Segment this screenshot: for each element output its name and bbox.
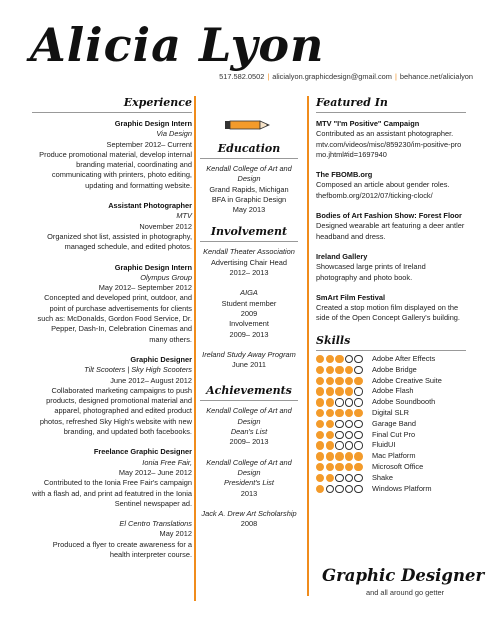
skill-label: Adobe After Effects: [372, 354, 436, 363]
experience-section: [32, 96, 192, 570]
experience-org: Via Design: [156, 129, 192, 139]
empty-dot-icon: [335, 474, 343, 482]
achievement-org: Kendall College of Art and Design: [206, 457, 292, 477]
filled-dot-icon: [326, 398, 334, 406]
contact-email[interactable]: alicialyon.graphicdesign@gmail.com: [272, 72, 392, 81]
achievement-date: 2009– 2013: [229, 437, 269, 447]
skill-label: Shake: [372, 472, 393, 482]
empty-dot-icon: [345, 355, 353, 363]
experience-title: Graphic Design Intern: [114, 119, 192, 128]
experience-title: Graphic Design Intern: [114, 262, 192, 272]
skill-label: FluidUI: [372, 440, 396, 450]
footer-tagline: and all around go getter: [366, 588, 445, 597]
skills-list: [316, 354, 466, 494]
experience-desc: Produce promotional material, develop internal branding material, coordinating and communicating with printers, photo editing, updating and formatting website.: [39, 149, 192, 190]
resume-name: Alicia Lyon: [30, 18, 325, 72]
involvement-entry: [196, 288, 302, 339]
education-degree: BFA in Graphic Design: [211, 194, 287, 204]
empty-dot-icon: [354, 474, 362, 482]
empty-dot-icon: [354, 387, 362, 395]
experience-dates: May 2012: [159, 529, 192, 539]
filled-dot-icon: [345, 377, 353, 385]
featured-desc: Designed wearable art featuring a deer antler headband and dress.: [316, 221, 465, 241]
experience-entry: [32, 447, 192, 509]
involvement-heading: Involvement: [200, 225, 298, 242]
involvement-line: Student member: [221, 298, 277, 308]
skill-label: Final Cut Pro: [372, 429, 416, 439]
achievement-entry: [196, 509, 302, 530]
empty-dot-icon: [345, 441, 353, 449]
filled-dot-icon: [335, 387, 343, 395]
involvement-org: AIGA: [240, 288, 258, 298]
column-divider-right: [307, 96, 309, 596]
experience-heading: Experience: [32, 96, 192, 113]
featured-desc: Showcased large prints of Ireland photography and photo book.: [316, 262, 426, 282]
filled-dot-icon: [335, 366, 343, 374]
skill-label: Adobe Soundbooth: [372, 397, 436, 407]
skill-label: Adobe Creative Suite: [372, 375, 442, 385]
filled-dot-icon: [345, 452, 353, 460]
filled-dot-icon: [345, 387, 353, 395]
skill-row: [316, 483, 466, 494]
filled-dot-icon: [354, 463, 362, 471]
empty-dot-icon: [335, 398, 343, 406]
involvement-line: 2009: [240, 308, 258, 318]
empty-dot-icon: [345, 474, 353, 482]
filled-dot-icon: [316, 474, 324, 482]
empty-dot-icon: [345, 420, 353, 428]
empty-dot-icon: [335, 431, 343, 439]
middle-column: [196, 120, 302, 539]
featured-entry: [316, 119, 466, 160]
education-entry: [196, 164, 302, 215]
experience-desc: Collaborated marketing campaigns to push products, designed promotional material and apparel, photographed and edited product photos, refreshed Sky High's website with new branding, and updated both facebooks.: [39, 385, 192, 437]
skill-row: [316, 397, 466, 408]
empty-dot-icon: [354, 355, 362, 363]
featured-title: Bodies of Art Fashion Show: Forest Floor: [316, 211, 462, 221]
skill-row: [316, 365, 466, 376]
achievements-heading: Achievements: [200, 384, 298, 401]
filled-dot-icon: [354, 377, 362, 385]
filled-dot-icon: [316, 452, 324, 460]
filled-dot-icon: [326, 431, 334, 439]
featured-entry: [316, 293, 466, 324]
skill-rating: [316, 463, 372, 471]
skills-heading: Skills: [316, 334, 466, 351]
experience-desc: Concepted and developed print, outdoor, and point of purchase advertisements for clients such as: McDonalds, Gordon Food Service, Dr. Pepper, Dash-In, Celebration Cinemas and many others.: [37, 293, 192, 344]
experience-desc: Organized shot list, assisted in photography, managed schedule, and edited photos.: [47, 231, 192, 252]
skill-rating: [316, 377, 372, 385]
achievement-sub: Dean's List: [230, 427, 268, 437]
featured-link[interactable]: thefbomb.org/2012/07/ticking-clock/: [316, 190, 433, 200]
empty-dot-icon: [354, 398, 362, 406]
education-school: Kendall College of Art and Design: [206, 164, 292, 184]
filled-dot-icon: [316, 398, 324, 406]
skill-rating: [316, 441, 372, 449]
achievement-sub: President's List: [224, 478, 274, 488]
pencil-icon: [225, 120, 273, 130]
skill-label: Adobe Flash: [372, 386, 414, 396]
filled-dot-icon: [316, 441, 324, 449]
experience-entry: [32, 519, 192, 560]
involvement-entry: [196, 247, 302, 278]
experience-title: Assistant Photographer: [108, 201, 192, 211]
involvement-line: Advertising Chair Head: [211, 257, 287, 267]
contact-phone: 517.582.0502: [219, 72, 265, 81]
experience-org: MTV: [176, 211, 192, 221]
experience-desc: Contributed to the Ionia Free Fair's campaign with a flash ad, and print ad featutred in the Ionia Sentinel newspaper ad.: [32, 478, 192, 508]
experience-entry: [32, 119, 192, 191]
education-heading: Education: [200, 142, 298, 159]
filled-dot-icon: [316, 420, 324, 428]
skill-label: Digital SLR: [372, 407, 409, 417]
empty-dot-icon: [354, 441, 362, 449]
featured-entry: [316, 170, 466, 201]
empty-dot-icon: [335, 420, 343, 428]
filled-dot-icon: [354, 409, 362, 417]
experience-org: Ionia Free Fair,: [142, 457, 192, 467]
filled-dot-icon: [326, 441, 334, 449]
achievement-org: Kendall College of Art and Design: [206, 406, 292, 426]
featured-desc: Contributed as an assistant photographer.: [316, 129, 454, 139]
achievement-entry: [196, 406, 302, 447]
experience-title: Graphic Designer: [130, 354, 192, 364]
filled-dot-icon: [316, 409, 324, 417]
achievements-list: [196, 406, 302, 529]
skill-row: [316, 451, 466, 462]
empty-dot-icon: [345, 485, 353, 493]
featured-entry: [316, 211, 466, 242]
empty-dot-icon: [354, 366, 362, 374]
experience-entry: [32, 355, 192, 437]
skill-row: [316, 419, 466, 430]
involvement-org: Ireland Study Away Program: [202, 349, 296, 359]
skill-label: Windows Platform: [372, 483, 432, 493]
involvement-line: 2009– 2013: [229, 329, 269, 339]
filled-dot-icon: [335, 409, 343, 417]
skill-row: [316, 386, 466, 397]
filled-dot-icon: [316, 366, 324, 374]
achievement-date: 2013: [240, 488, 258, 498]
filled-dot-icon: [326, 377, 334, 385]
filled-dot-icon: [326, 409, 334, 417]
featured-title: The FBOMB.org: [316, 170, 373, 180]
experience-org: El Centro Translations: [119, 519, 192, 529]
skill-row: [316, 429, 466, 440]
filled-dot-icon: [335, 377, 343, 385]
skill-row: [316, 462, 466, 473]
achievement-org: Jack A. Drew Art Scholarship: [201, 508, 297, 518]
empty-dot-icon: [354, 485, 362, 493]
filled-dot-icon: [326, 452, 334, 460]
empty-dot-icon: [335, 485, 343, 493]
involvement-line: June 2011: [232, 360, 266, 370]
filled-dot-icon: [326, 387, 334, 395]
involvement-entry: [196, 350, 302, 371]
skill-row: [316, 375, 466, 386]
experience-list: [32, 119, 192, 560]
filled-dot-icon: [326, 366, 334, 374]
filled-dot-icon: [316, 431, 324, 439]
education-date: May 2013: [232, 205, 266, 215]
skill-rating: [316, 420, 372, 428]
filled-dot-icon: [326, 463, 334, 471]
filled-dot-icon: [316, 485, 324, 493]
empty-dot-icon: [345, 431, 353, 439]
involvement-org: Kendall Theater Association: [203, 247, 295, 257]
involvement-line: 2012– 2013: [229, 268, 269, 278]
empty-dot-icon: [354, 420, 362, 428]
experience-entry: [32, 201, 192, 252]
featured-title: SmArt Film Festival: [316, 292, 385, 302]
skill-label: Adobe Bridge: [372, 364, 417, 374]
experience-title: Freelance Graphic Designer: [93, 447, 192, 457]
experience-dates: May 2012– June 2012: [118, 467, 192, 477]
footer-title: Graphic Designer: [322, 566, 485, 585]
achievement-entry: [196, 458, 302, 499]
involvement-list: [196, 247, 302, 370]
experience-dates: September 2012– Current: [106, 139, 192, 149]
contact-website[interactable]: behance.net/alicialyon: [399, 72, 473, 81]
skill-rating: [316, 485, 372, 493]
filled-dot-icon: [345, 366, 353, 374]
skill-label: Garage Band: [372, 418, 416, 428]
skill-rating: [316, 366, 372, 374]
skill-rating: [316, 452, 372, 460]
empty-dot-icon: [326, 485, 334, 493]
experience-dates: May 2012– September 2012: [98, 283, 192, 293]
filled-dot-icon: [345, 409, 353, 417]
featured-title: Ireland Gallery: [316, 251, 368, 261]
filled-dot-icon: [326, 420, 334, 428]
featured-link[interactable]: mtv.com/videos/misc/859230/im-positive-promo.jhtml#id=1697940: [316, 139, 462, 159]
filled-dot-icon: [316, 387, 324, 395]
contact-line: [219, 72, 473, 81]
skill-row: [316, 440, 466, 451]
skill-label: Mac Platform: [372, 451, 416, 461]
featured-desc: Composed an article about gender roles.: [316, 180, 450, 190]
skill-row: [316, 473, 466, 484]
education-city: Grand Rapids, Michigan: [209, 184, 289, 194]
experience-entry: [32, 263, 192, 345]
skill-label: Microsoft Office: [372, 461, 424, 471]
experience-org: Olympus Group: [140, 272, 192, 282]
featured-desc: Created a stop motion film displayed on the side of the Open Concept Gallery's building.: [316, 303, 460, 323]
empty-dot-icon: [354, 431, 362, 439]
skill-row: [316, 408, 466, 419]
featured-entry: [316, 252, 466, 283]
featured-heading: Featured In: [316, 96, 466, 113]
filled-dot-icon: [326, 474, 334, 482]
experience-dates: June 2012– August 2012: [110, 375, 192, 385]
featured-title: MTV "I'm Positive" Campaign: [316, 119, 420, 128]
filled-dot-icon: [345, 463, 353, 471]
skill-rating: [316, 474, 372, 482]
contact-separator: |: [394, 72, 397, 81]
empty-dot-icon: [345, 398, 353, 406]
featured-list: [316, 119, 466, 324]
empty-dot-icon: [335, 441, 343, 449]
filled-dot-icon: [335, 452, 343, 460]
filled-dot-icon: [354, 452, 362, 460]
skill-rating: [316, 409, 372, 417]
contact-separator: |: [267, 72, 270, 81]
skill-rating: [316, 387, 372, 395]
experience-dates: November 2012: [139, 221, 192, 231]
right-column: [316, 96, 466, 494]
filled-dot-icon: [335, 355, 343, 363]
experience-desc: Produced a flyer to create awareness for a health interpreter course.: [52, 539, 192, 559]
skill-rating: [316, 355, 372, 363]
filled-dot-icon: [316, 377, 324, 385]
involvement-line: Involvement: [229, 319, 269, 329]
skill-rating: [316, 431, 372, 439]
filled-dot-icon: [326, 355, 334, 363]
filled-dot-icon: [316, 355, 324, 363]
skill-row: [316, 354, 466, 365]
skill-rating: [316, 398, 372, 406]
achievement-date: 2008: [240, 519, 258, 529]
filled-dot-icon: [316, 463, 324, 471]
filled-dot-icon: [335, 463, 343, 471]
experience-org: Tilt Scooters | Sky High Scooters: [84, 365, 192, 375]
